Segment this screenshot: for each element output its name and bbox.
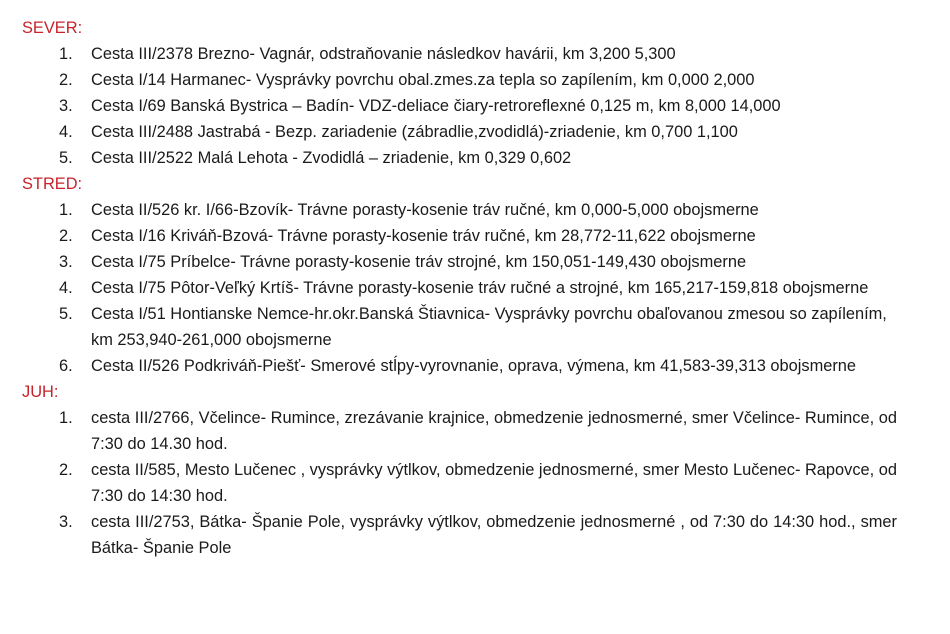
- list-item: [22, 119, 902, 145]
- item-text: Cesta I/75 Pôtor-Veľký Krtíš- Trávne porasty-kosenie tráv ručné a strojné, km 165,217-159,818 obojsmerne: [91, 279, 869, 297]
- stred-list: [22, 197, 902, 379]
- item-number: 5.: [59, 305, 73, 323]
- juh-list: [22, 405, 902, 561]
- item-number: 1.: [59, 45, 73, 63]
- item-number: 1.: [59, 409, 73, 427]
- list-item: [22, 353, 902, 379]
- item-text: Cesta II/526 kr. I/66-Bzovík- Trávne porasty-kosenie tráv ručné, km 0,000-5,000 obojsmerne: [91, 201, 759, 219]
- section-juh: [22, 379, 902, 561]
- section-sever: [22, 15, 902, 171]
- item-number: 1.: [59, 201, 73, 219]
- item-number: 5.: [59, 149, 73, 167]
- list-item: [22, 509, 902, 561]
- item-text: Cesta I/14 Harmanec- Vysprávky povrchu obal.zmes.za tepla so zapílením, km 0,000 2,000: [91, 71, 755, 89]
- section-heading-juh: JUH:: [22, 383, 59, 401]
- item-text: Cesta II/526 Podkriváň-Piešť- Smerové stĺpy-vyrovnanie, oprava, výmena, km 41,583-39,313 obojsmerne: [91, 357, 857, 375]
- list-item: [22, 275, 902, 301]
- item-number: 3.: [59, 97, 73, 115]
- list-item: [22, 405, 902, 457]
- item-text: Cesta III/2378 Brezno- Vagnár, odstraňovanie následkov havárii, km 3,200 5,300: [91, 45, 676, 63]
- item-text: cesta III/2753, Bátka- Španie Pole, vysprávky výtlkov, obmedzenie jednosmerné , od 7:30 do 14:30 hod., smer Bátka- Španie Pole: [91, 513, 897, 557]
- item-text: Cesta I/69 Banská Bystrica – Badín- VDZ-deliace čiary-retroreflexné 0,125 m, km 8,000 14,000: [91, 97, 781, 115]
- section-heading-stred: STRED:: [22, 175, 83, 193]
- section-stred: [22, 171, 902, 379]
- item-number: 3.: [59, 513, 73, 531]
- item-number: 4.: [59, 279, 73, 297]
- item-text: Cesta III/2522 Malá Lehota - Zvodidlá – zriadenie, km 0,329 0,602: [91, 149, 572, 167]
- list-item: [22, 457, 902, 509]
- list-item: [22, 145, 902, 171]
- item-number: 2.: [59, 227, 73, 245]
- list-item: [22, 249, 902, 275]
- list-item: [22, 301, 902, 353]
- list-item: [22, 67, 902, 93]
- item-text: Cesta I/51 Hontianske Nemce-hr.okr.Banská Štiavnica- Vysprávky povrchu obaľovanou zmesou so zapílením, km 253,940-261,000 obojsmerne: [91, 305, 887, 349]
- item-number: 2.: [59, 71, 73, 89]
- sever-list: [22, 41, 902, 171]
- list-item: [22, 197, 902, 223]
- item-text: Cesta III/2488 Jastrabá - Bezp. zariadenie (zábradlie,zvodidlá)-zriadenie, km 0,700 1,100: [91, 123, 738, 141]
- section-heading-sever: SEVER:: [22, 19, 83, 37]
- list-item: [22, 41, 902, 67]
- item-number: 2.: [59, 461, 73, 479]
- item-text: cesta II/585, Mesto Lučenec , vysprávky výtlkov, obmedzenie jednosmerné, smer Mesto Lučenec- Rapovce, od 7:30 do 14:30 hod.: [91, 461, 897, 505]
- item-number: 4.: [59, 123, 73, 141]
- list-item: [22, 223, 902, 249]
- item-number: 3.: [59, 253, 73, 271]
- road-works-document: [22, 15, 902, 561]
- item-text: Cesta I/16 Kriváň-Bzová- Trávne porasty-kosenie tráv ručné, km 28,772-11,622 obojsmerne: [91, 227, 756, 245]
- item-text: cesta III/2766, Včelince- Rumince, zrezávanie krajnice, obmedzenie jednosmerné, smer Včelince- Rumince, od 7:30 do 14.30 hod.: [91, 409, 897, 453]
- list-item: [22, 93, 902, 119]
- item-text: Cesta I/75 Príbelce- Trávne porasty-kosenie tráv strojné, km 150,051-149,430 obojsmerne: [91, 253, 747, 271]
- item-number: 6.: [59, 357, 73, 375]
